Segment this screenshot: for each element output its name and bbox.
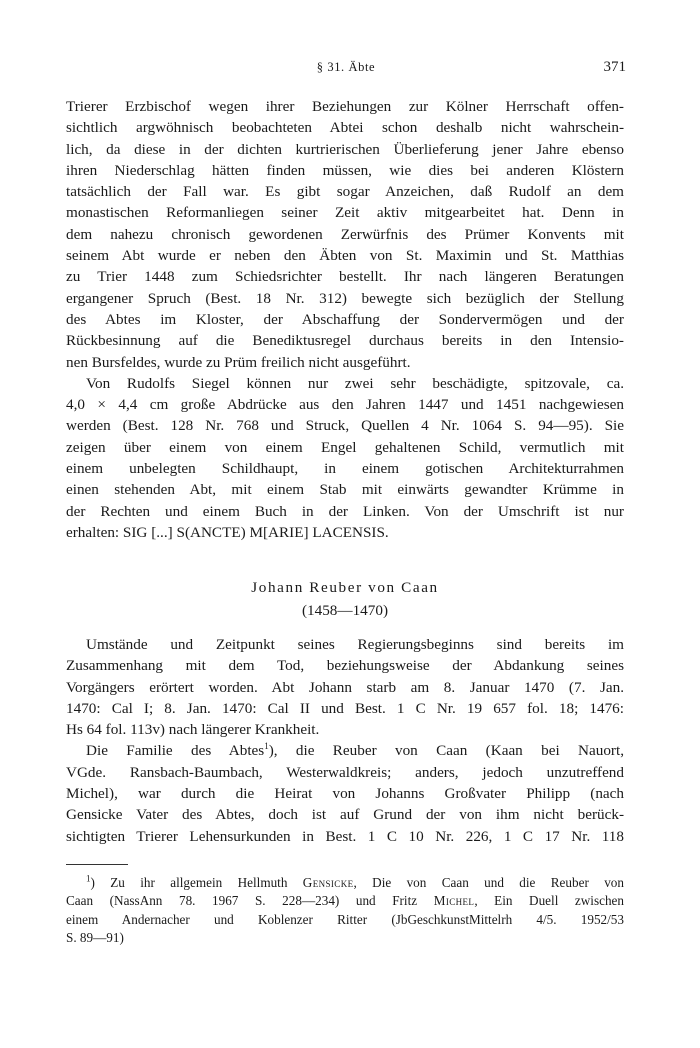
text-line: erhalten: SIG [...] S(ANCTE) M[ARIE] LACENSIS. <box>66 523 389 541</box>
page-number: 371 <box>603 59 626 75</box>
footnote-reference: 1 <box>264 741 269 752</box>
text-line: sichtlich argwöhnisch beobachteten Abtei schon deshalb nicht wahrschein- <box>66 119 624 137</box>
footnote-marker: 1 <box>86 873 91 884</box>
text-fragment: , Ein Duell zwischen <box>474 893 624 909</box>
text-fragment: ), die Reuber von Caan (Kaan bei Nauort, <box>268 742 624 760</box>
text-line <box>66 740 624 761</box>
text-line: Umstände und Zeitpunkt seines Regierungsbeginns sind bereits im <box>86 636 624 653</box>
text-line: einem unbelegten Schildhaupt, in einem gotischen Architekturrahmen <box>66 460 624 478</box>
paragraph-3 <box>66 634 624 847</box>
running-title: § 31. Äbte <box>316 60 376 74</box>
text-line: Michel), war durch die Heirat von Johanns Großvater Philipp (nach <box>66 785 624 803</box>
text-line: Von Rudolfs Siegel können nur zwei sehr beschädigte, spitzovale, ca. <box>86 374 624 392</box>
text-line: seinem Abt wurde er neben den Äbten von St. Maximin und St. Matthias <box>66 247 624 265</box>
text-line: des Abtes im Kloster, der Abschaffung der Sondervermögen und der <box>66 310 624 328</box>
text-line: Vorgängers erörtert worden. Abt Johann starb am 8. Januar 1470 (7. Jan. <box>66 678 624 696</box>
footnote-line <box>66 892 624 910</box>
text-line: zu Trier 1448 zum Schiedsrichter bestellt. Ihr nach längeren Beratungen <box>66 268 624 286</box>
text-line: lich, da diese in der dichten kurtrierischen Überlieferung jener Jahre ebenso <box>66 140 624 158</box>
text-line: Gensicke Vater des Abtes, doch ist auf Grund der von ihm nicht berück- <box>66 806 624 824</box>
footnote-divider <box>66 864 128 865</box>
text-fragment: Die Familie des Abtes <box>86 742 265 760</box>
text-line: der Rechten und einem Buch in der Linken. Von der Umschrift ist nur <box>66 502 624 520</box>
text-fragment: ) Zu ihr allgemein Hellmuth <box>90 875 303 890</box>
text-line: VGde. Ransbach-Baumbach, Westerwaldkreis; anders, jedoch unzutreffend <box>66 763 624 781</box>
abbot-years: (1458—1470) <box>301 602 389 619</box>
text-line: dem nahezu chronisch gewordenen Zerwürfnis des Prümer Konvents mit <box>66 225 624 243</box>
text-line: nen Bursfeldes, wurde zu Prüm freilich nicht ausgeführt. <box>66 353 411 371</box>
author-name: Michel <box>433 893 475 909</box>
text-line: sichtigten Trierer Lehensurkunden in Best. 1 C 10 Nr. 226, 1 C 17 Nr. 118 <box>66 827 624 845</box>
text-line: tatsächlich der Fall war. Es gibt sogar Anzeichen, daß Rudolf an dem <box>66 183 624 201</box>
text-line: monastischen Reformanliegen seiner Zeit aktiv mitgearbeitet hat. Denn in <box>66 204 624 222</box>
text-line: Trierer Erzbischof wegen ihrer Beziehungen zur Kölner Herrschaft offen- <box>66 98 624 115</box>
text-line: zeigen über einem von einem Engel gehaltenen Schild, vermutlich mit <box>66 438 624 456</box>
text-fragment: Caan (NassAnn 78. 1967 S. 228—234) und Fritz <box>66 893 434 909</box>
footnote-line: S. 89—91) <box>66 930 124 946</box>
author-name: Gensicke <box>302 875 354 890</box>
paragraph-1 <box>66 96 624 543</box>
text-fragment: , Die von Caan und die Reuber von <box>353 875 624 890</box>
abbot-name: Johann Reuber von Caan <box>251 579 439 596</box>
footnote <box>66 874 624 948</box>
text-line: ihren Niederschlag hätten finden müssen, wie dies bei anderen Klöstern <box>66 161 624 179</box>
text-line: Rückbesinnung auf die Benediktusregel durchaus bereits in den Intensio- <box>66 332 624 350</box>
text-line: ergangener Spruch (Best. 18 Nr. 312) bewegte sich bezüglich der Stellung <box>66 289 624 307</box>
text-line: 1470: Cal I; 8. Jan. 1470: Cal II und Best. 1 C Nr. 19 657 fol. 18; 1476: <box>66 699 624 717</box>
text-line: Zusammenhang mit dem Tod, beziehungsweise der Abdankung seines <box>66 657 624 675</box>
text-line: einen stehenden Abt, mit einem Stab mit einwärts gewandter Krümme in <box>66 481 624 499</box>
text-line: 4,0 × 4,4 cm große Abdrücke aus den Jahren 1447 und 1451 nachgewiesen <box>66 396 624 414</box>
footnote-line <box>66 874 624 892</box>
text-line: Hs 64 fol. 113v) nach längerer Krankheit. <box>66 721 320 739</box>
footnote-line: einem Andernacher und Koblenzer Ritter (JbGeschkunstMittelrh 4/5. 1952/53 <box>66 911 624 927</box>
section-heading <box>66 577 624 621</box>
text-line: werden (Best. 128 Nr. 768 und Struck, Quellen 4 Nr. 1064 S. 94—95). Sie <box>66 417 624 435</box>
running-head <box>66 60 626 82</box>
